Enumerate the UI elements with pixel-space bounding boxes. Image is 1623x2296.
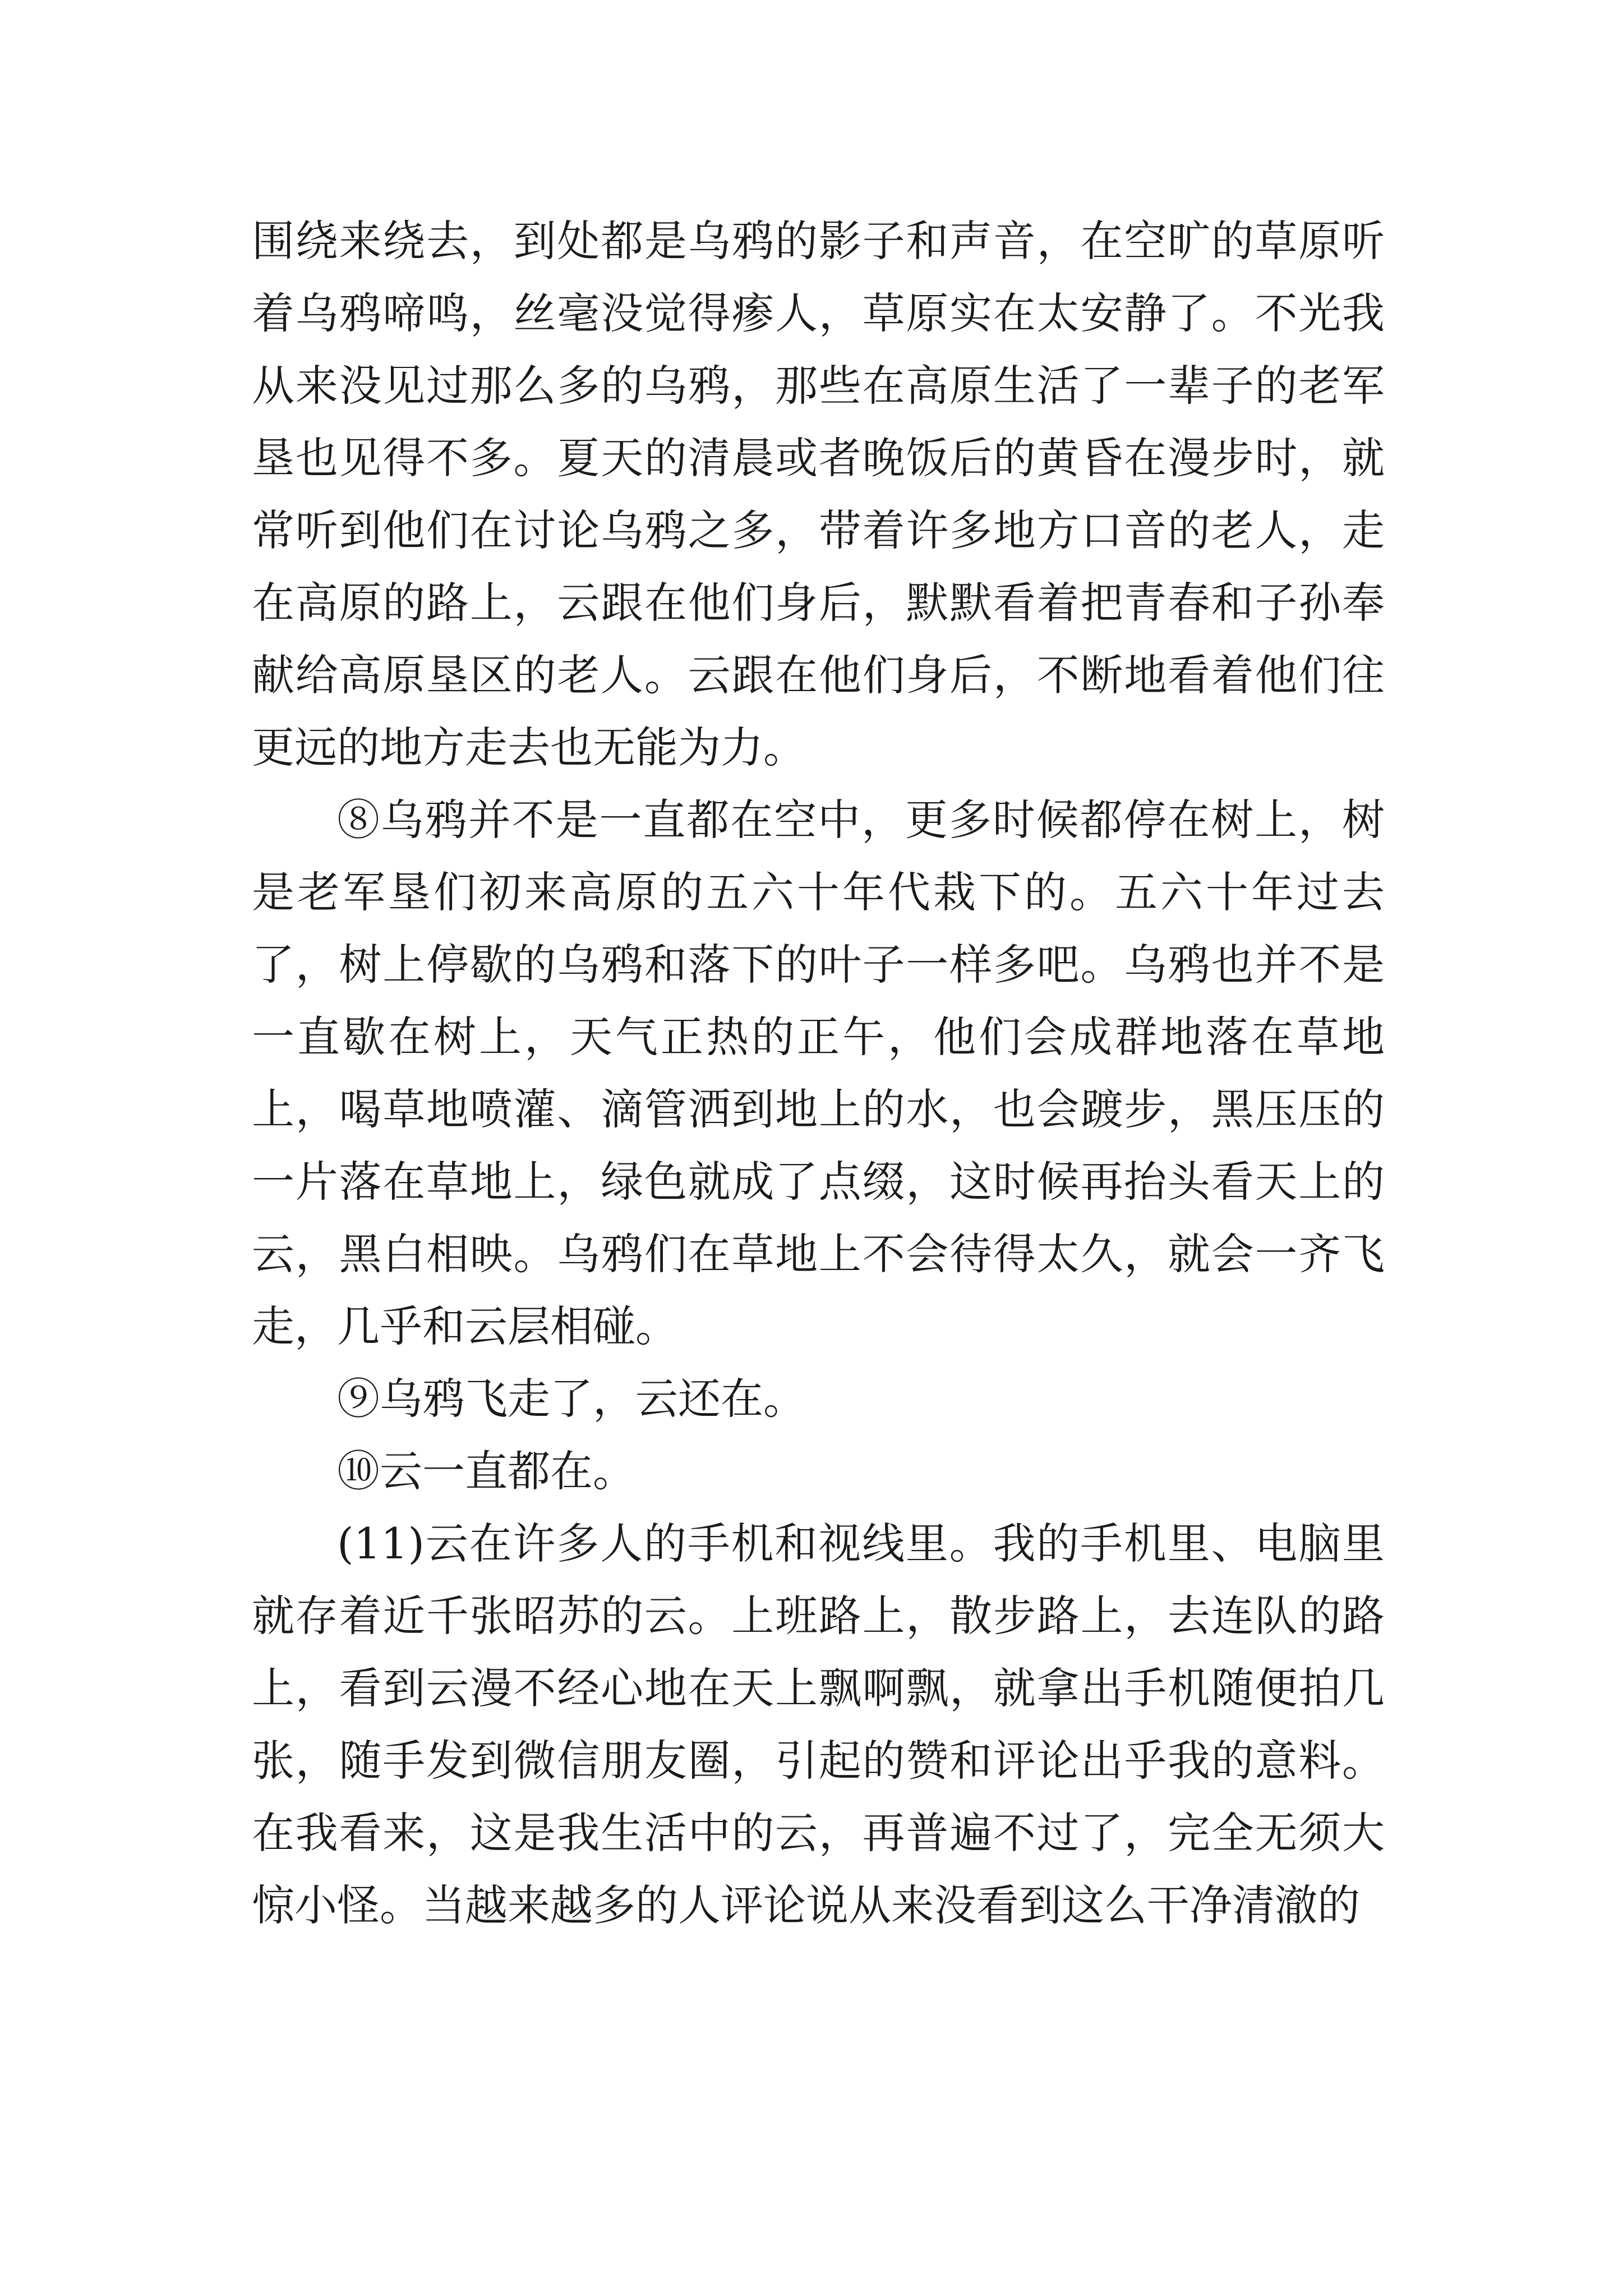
body-text — [252, 205, 1385, 1941]
paragraph-10: ⑩云一直都在。 — [337, 1446, 635, 1496]
paragraph-9: ⑨乌鸦飞走了，云还在。 — [337, 1374, 806, 1424]
paragraph-8: ⑧乌鸦并不是一直都在空中，更多时候都停在树上，树是老军垦们初来高原的五六十年代栽下的。五六十年过去了，树上停歇的乌鸦和落下的叶子一样多吧。乌鸦也并不是一直歇在树上，天气正热的正午，他们会成群地落在草地上，喝草地喷灌、滴管洒到地上的水，也会踱步，黑压压的一片落在草地上，绿色就成了点缀，这时候再抬头看天上的云，黑白相映。乌鸦们在草地上不会待得太久，就会一齐飞走，几乎和云层相碰。 — [252, 795, 1385, 1351]
paragraph-continued: 围绕来绕去，到处都是乌鸦的影子和声音，在空旷的草原听着乌鸦啼鸣，丝毫没觉得瘆人，草原实在太安静了。不光我从来没见过那么多的乌鸦，那些在高原生活了一辈子的老军垦也见得不多。夏天的清晨或者晚饭后的黄昏在漫步时，就常听到他们在讨论乌鸦之多，带着许多地方口音的老人，走在高原的路上，云跟在他们身后，默默看着把青春和子孙奉献给高原垦区的老人。云跟在他们身后，不断地看着他们往更远的地方走去也无能为力。 — [252, 216, 1385, 772]
paragraph-11: (11)云在许多人的手机和视线里。我的手机里、电脑里就存着近千张昭苏的云。上班路上，散步路上，去连队的路上，看到云漫不经心地在天上飘啊飘，就拿出手机随便拍几张，随手发到微信朋友圈，引起的赞和评论出乎我的意料。在我看来，这是我生活中的云，再普遍不过了，完全无须大惊小怪。当越来越多的人评论说从来没看到这么干净清澈的 — [252, 1519, 1385, 1930]
